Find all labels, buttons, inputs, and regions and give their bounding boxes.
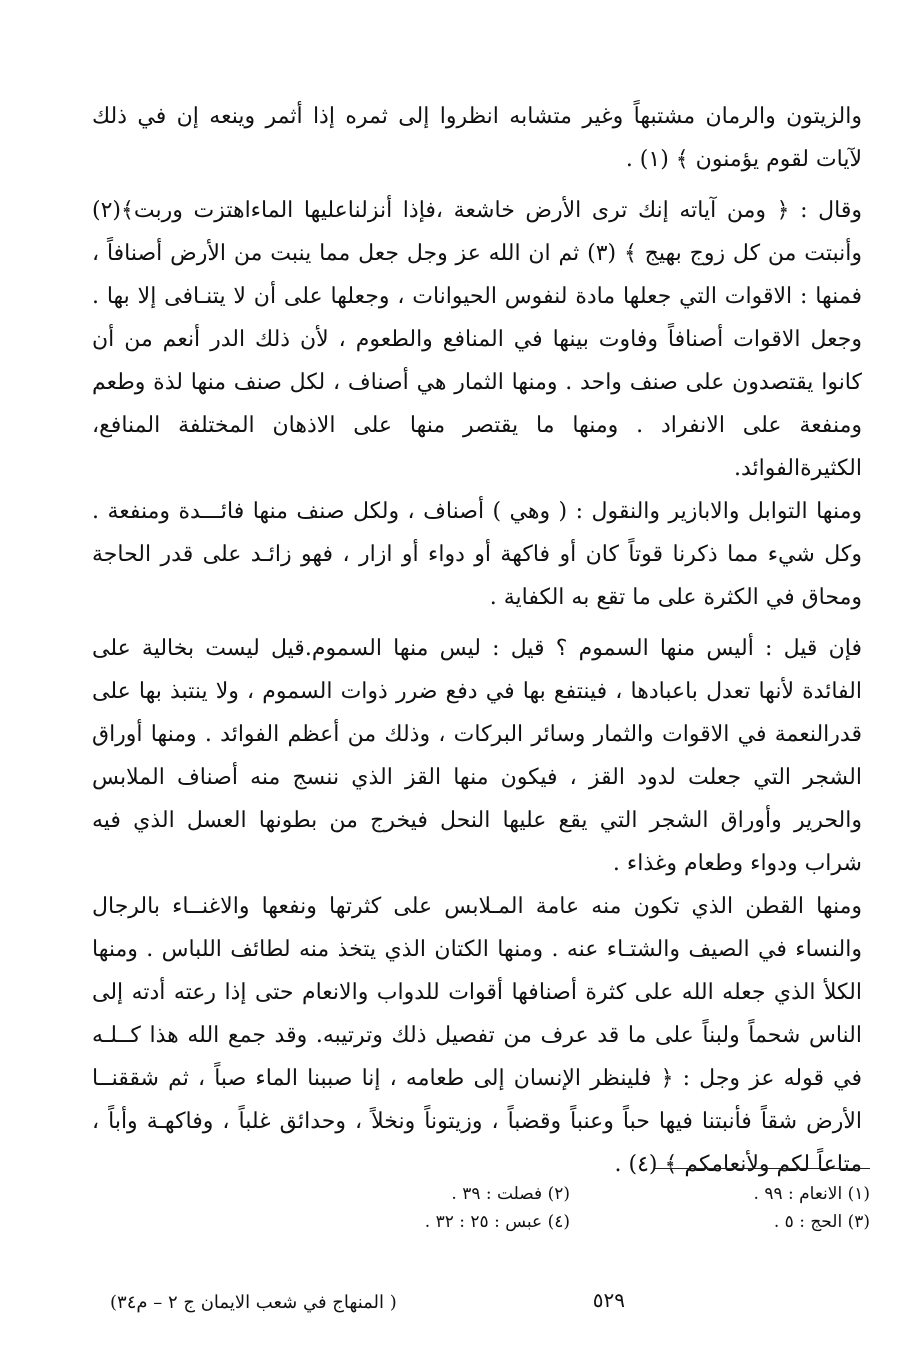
footnote-1: (١) الانعام : ٩٩ .: [753, 1184, 870, 1204]
body-text: [92, 95, 862, 1186]
paragraph-4: فإن قيل : أليس منها السموم ؟ قيل : ليس منها السموم.قيل ليست بخالية على الفائدة لأنها تعدل باعبادها ، فينتفع بها في دفع ضرر ذوات السموم ، ولا ينتبذ بها على قدرالنعمة في الاقوات والثمار وسائر البركات ، وذلك من أعظم الفوائد . ومنها أوراق الشجر التي جعلت لدود القز ، فيكون منها القز الذي ننسج منه أصناف الملابس والحرير وأوراق الشجر التي يقع عليها النحل فيخرج من بطونها العسل الذي فيه شراب ودواء وطعام وغذاء .: [92, 636, 862, 876]
paragraph-1: والزيتون والرمان مشتبهاً وغير متشابه انظروا إلى ثمره إذا أثمر وينعه إن في ذلك لآيات لقوم يؤمنون ﴾ (١) .: [92, 104, 862, 172]
footnote-divider: [655, 1168, 870, 1169]
footnote-4: (٤) عبس : ٢٥ : ٣٢ .: [424, 1212, 570, 1232]
page-number: ٥٢٩: [592, 1288, 625, 1312]
paragraph-2: وقال : ﴿ ومن آياته إنك ترى الأرض خاشعة ،فإذا أنزلناعليها الماءاهتزت وربت﴾(٢) وأنبتت من كل زوج بهيج ﴾ (٣) ثم ان الله عز وجل جعل مما ينبت من الأرض أصنافاً ، فمنها : الاقوات التي جعلها مادة لنفوس الحيوانات ، وجعلها على أن لا يتنـافى إلا بها . وجعل الاقوات أصنافاً وفاوت بينها في المنافع والطعوم ، لأن ذلك الدر أنعم من أن كانوا يقتصدون على صنف واحد . ومنها الثمار هي أصناف ، لكل صنف منها لذة وطعم ومنفعة على الانفراد . ومنها ما يقتصر منها على الاذهان المختلفة المنافع، الكثيرةالفوائد.: [92, 198, 863, 481]
footnotes: [330, 1180, 870, 1236]
paragraph-3: ومنها التوابل والابازير والنقول : ( وهي ) أصناف ، ولكل صنف منها فائـــدة ومنفعة . وكل شيء مما ذكرنا قوتاً كان أو فاكهة أو دواء أو ازار ، فهو زائـد على قدر الحاجة ومحاق في الكثرة على ما تقع به الكفاية .: [92, 499, 862, 610]
paragraph-5: ومنها القطن الذي تكون منه عامة المـلابس على كثرتها ونفعها والاغنــاء بالرجال والنساء في الصيف والشتـاء عنه . ومنها الكتان الذي يتخذ منه لطائف اللباس . ومنها الكلأ الذي جعله الله على كثرة أصنافها أقوات للدواب والانعام حتى إذا رعته أدته إلى الناس شحماً ولبناً على ما قد عرف من تفصيل ذلك وترتيبه. وقد جمع الله هذا كــلـه في قوله عز وجل : ﴿ فلينظر الإنسان إلى طعامه ، إنا صببنا الماء صباً ، ثم شققنــا الأرض شقاً فأنبتنا فيها حباً وعنباً وقضباً ، وزيتوناً ونخلاً ، وحدائق غلباً ، وفاكهـة وأباً ، متاعاً لكم ولأنعامكم ﴾ (٤) .: [92, 894, 863, 1177]
footnote-3: (٣) الحج : ٥ .: [773, 1212, 870, 1232]
running-title: ( المنهاج في شعب الايمان ج ٢ – م٣٤): [110, 1292, 397, 1313]
footnote-2: (٢) فصلت : ٣٩ .: [451, 1184, 570, 1204]
